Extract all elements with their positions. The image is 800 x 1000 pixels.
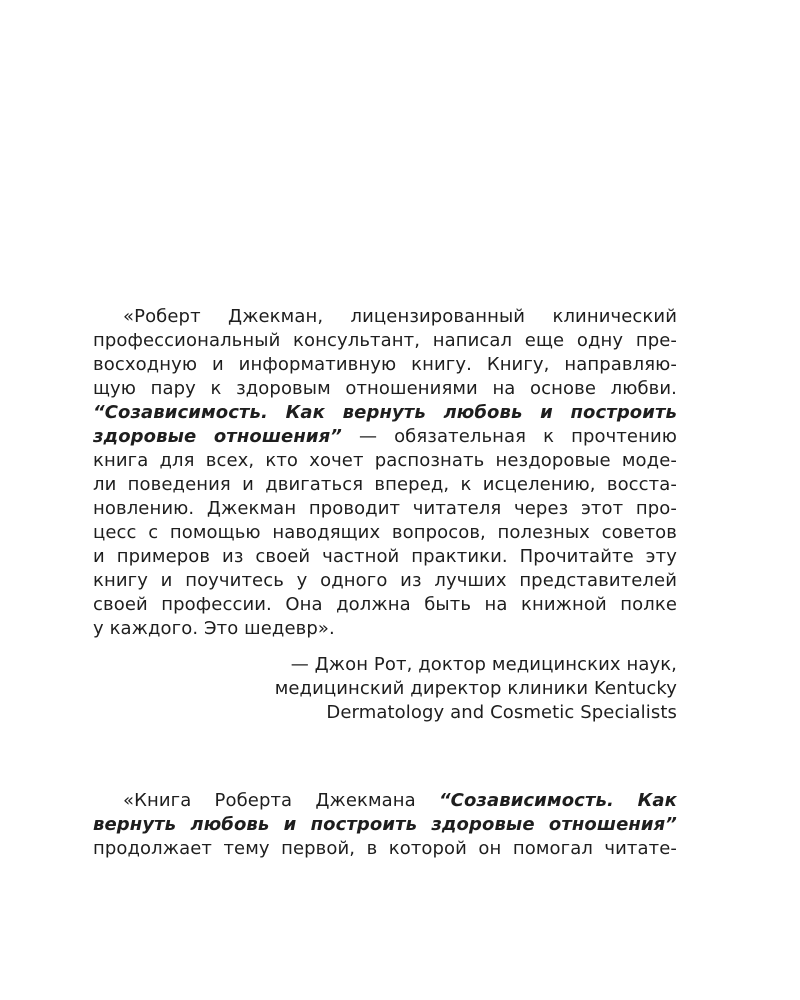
- book-title-emphasis: здоровые отношения”: [93, 426, 342, 447]
- quote-line: и примеров из своей частной практики. Прочитайте эту: [93, 546, 677, 567]
- quote-line: книгу и поучитесь у одного из лучших представителей: [93, 570, 677, 591]
- quote-line: книга для всех, кто хочет распознать нездоровые моде-: [93, 450, 677, 471]
- section-spacer: [93, 725, 677, 789]
- quote-line: новлению. Джекман проводит читателя через этот про-: [93, 498, 677, 519]
- testimonial-quote-2: [93, 789, 677, 861]
- attribution-1: [93, 653, 677, 725]
- book-title-emphasis: “Созависимость. Как: [438, 790, 677, 811]
- quote-line: у каждого. Это шедевр».: [93, 618, 335, 639]
- quote-line: своей профессии. Она должна быть на книжной полке: [93, 594, 677, 615]
- quote-line-mixed: [93, 789, 677, 813]
- quote-line: ли поведения и двигаться вперед, к исцелению, восста-: [93, 474, 677, 495]
- quote-line: щую пару к здоровым отношениями на основе любви.: [93, 378, 677, 399]
- quote-line: профессиональный консультант, написал еще одну пре-: [93, 330, 677, 351]
- book-page: [93, 305, 677, 861]
- quote-text: — обязательная к прочтению: [341, 426, 678, 447]
- attribution-line: Dermatology and Cosmetic Specialists: [326, 702, 677, 723]
- book-title-emphasis: “Созависимость. Как вернуть любовь и построить: [93, 402, 677, 423]
- attribution-line: — Джон Рот, доктор медицинских наук,: [290, 654, 677, 675]
- quote-line: продолжает тему первой, в которой он помогал читате-: [93, 838, 677, 859]
- quote-line: цесс с помощью наводящих вопросов, полезных советов: [93, 522, 677, 543]
- attribution-line: медицинский директор клиники Kentucky: [274, 678, 677, 699]
- book-title-emphasis: вернуть любовь и построить здоровые отношения”: [93, 814, 677, 835]
- quote-line-mixed: [93, 425, 677, 449]
- quote-line: «Роберт Джекман, лицензированный клинический: [123, 306, 677, 327]
- testimonial-quote-1: [93, 305, 677, 641]
- quote-text: «Книга Роберта Джекмана: [123, 790, 439, 811]
- quote-line: восходную и информативную книгу. Книгу, направляю-: [93, 354, 677, 375]
